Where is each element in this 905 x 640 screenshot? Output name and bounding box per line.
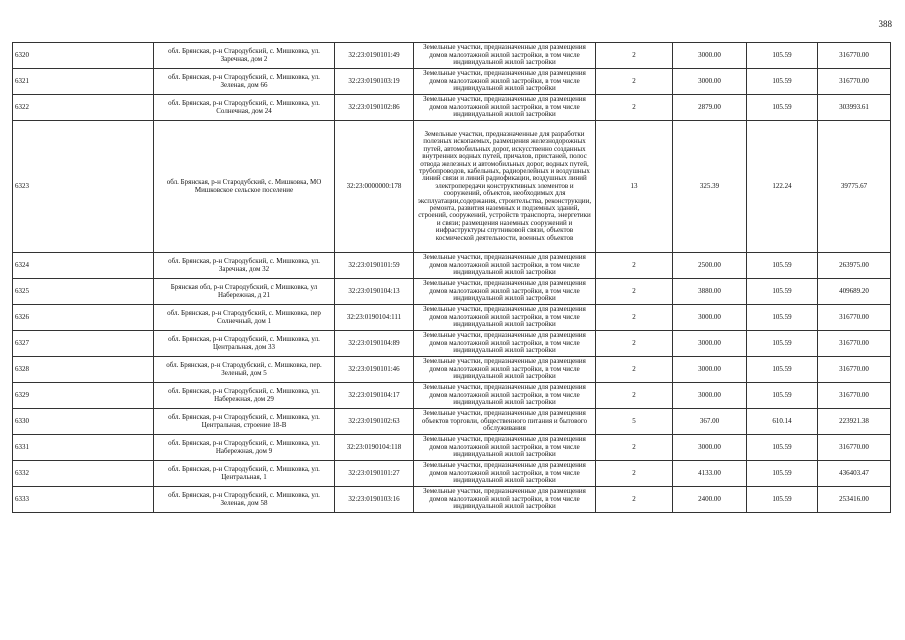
table-row [13,305,891,331]
cadastral-value-cell: 409689.20 [818,279,891,305]
row-number: 6331 [13,435,154,461]
address-cell: обл. Брянская, р-н Стародубский, с. Мишковка, ул. Зеленая, дом 58 [154,487,335,513]
cadastral-number-cell: 32:23:0190104:111 [335,305,414,331]
cadastral-number-cell: 32:23:0000000:178 [335,121,414,253]
row-number: 6324 [13,253,154,279]
rate-cell: 105.59 [747,357,818,383]
area-cell: 3000.00 [673,331,747,357]
area-cell: 3000.00 [673,383,747,409]
address-cell: обл. Брянская, р-н Стародубский, с. Мишковка, ул. Центральная, 1 [154,461,335,487]
group-cell: 2 [596,305,673,331]
land-use-cell: Земельные участки, предназначенные для размещения домов малоэтажной жилой застройки, в том числе индивидуальной жилой застройки [414,43,596,69]
row-number: 6333 [13,487,154,513]
group-cell: 2 [596,435,673,461]
cadastral-number-cell: 32:23:0190104:118 [335,435,414,461]
address-cell: обл. Брянская, р-н Стародубский, с. Мишковка, ул. Набережная, дом 29 [154,383,335,409]
address-cell: обл. Брянская, р-н Стародубский, с. Мишковка, пер Солнечный, дом 1 [154,305,335,331]
area-cell: 3000.00 [673,43,747,69]
cadastral-number-cell: 32:23:0190102:86 [335,95,414,121]
group-cell: 2 [596,357,673,383]
area-cell: 3880.00 [673,279,747,305]
row-number: 6322 [13,95,154,121]
page-number: 388 [878,19,892,29]
cadastral-value-cell: 316770.00 [818,69,891,95]
row-number: 6330 [13,409,154,435]
table-row [13,409,891,435]
land-use-cell: Земельные участки, предназначенные для размещения домов малоэтажной жилой застройки, в том числе индивидуальной жилой застройки [414,69,596,95]
address-cell: обл. Брянская, р-н Стародубский, с. Мишковка, пер. Зеленый, дом 5 [154,357,335,383]
address-cell: обл. Брянская, р-н Стародубский, с. Мишковка, ул. Солнечная, дом 24 [154,95,335,121]
address-cell: обл. Брянская, р-н Стародубский, с. Мишковка, ул. Центральная, строение 18-В [154,409,335,435]
group-cell: 13 [596,121,673,253]
table-row [13,279,891,305]
land-use-cell: Земельные участки, предназначенные для размещения домов малоэтажной жилой застройки, в том числе индивидуальной жилой застройки [414,383,596,409]
rate-cell: 105.59 [747,435,818,461]
address-cell: обл. Брянская, р-н Стародубский, с. Мишковка, ул. Заречная, дом 32 [154,253,335,279]
area-cell: 3000.00 [673,69,747,95]
group-cell: 5 [596,409,673,435]
land-use-cell: Земельные участки, предназначенные для размещения домов малоэтажной жилой застройки, в том числе индивидуальной жилой застройки [414,357,596,383]
cadastral-number-cell: 32:23:0190101:49 [335,43,414,69]
cadastral-value-cell: 316770.00 [818,357,891,383]
rate-cell: 105.59 [747,69,818,95]
land-use-cell: Земельные участки, предназначенные для размещения домов малоэтажной жилой застройки, в том числе индивидуальной жилой застройки [414,305,596,331]
row-number: 6325 [13,279,154,305]
group-cell: 2 [596,331,673,357]
cadastral-value-cell: 223921.38 [818,409,891,435]
group-cell: 2 [596,69,673,95]
area-cell: 4133.00 [673,461,747,487]
land-use-cell: Земельные участки, предназначенные для размещения домов малоэтажной жилой застройки, в том числе индивидуальной жилой застройки [414,461,596,487]
land-use-cell: Земельные участки, предназначенные для размещения домов малоэтажной жилой застройки, в том числе индивидуальной жилой застройки [414,331,596,357]
cadastral-value-cell: 263975.00 [818,253,891,279]
rate-cell: 105.59 [747,43,818,69]
cadastral-value-cell: 303993.61 [818,95,891,121]
row-number: 6332 [13,461,154,487]
address-cell: обл. Брянская, р-н Стародубский, с. Мишковка, ул. Заречная, дом 2 [154,43,335,69]
group-cell: 2 [596,383,673,409]
cadastral-number-cell: 32:23:0190104:89 [335,331,414,357]
group-cell: 2 [596,279,673,305]
land-use-cell: Земельные участки, предназначенные для разработки полезных ископаемых, размещения железнодорожных путей, автомобильных дорог, искусственно созданных внутренних водных путей, причалов, пристаней, полос отвода железных и автомобильных дорог, водных путей, трубопроводов, кабельных, радиорелейных и воздушных линий связи и линий радиофикации, воздушных линий электропередачи конструктивных элементов и сооружений, объектов, необходимых для эксплуатации,содержания, строительства, реконструкции, ремонта, развития наземных и подземных зданий, строений, сооружений, устройств транспорта, энергетики и связи; размещения наземных сооружений и инфраструктуры спутниковой связи, объектов космической деятельности, военных объектов [414,121,596,253]
area-cell: 367.00 [673,409,747,435]
cadastral-number-cell: 32:23:0190104:17 [335,383,414,409]
cadastral-value-cell: 316770.00 [818,435,891,461]
area-cell: 325.39 [673,121,747,253]
address-cell: Брянская обл, р-н Стародубский, с Мишковка, ул Набережная, д 21 [154,279,335,305]
rate-cell: 105.59 [747,95,818,121]
land-use-cell: Земельные участки, предназначенные для размещения домов малоэтажной жилой застройки, в том числе индивидуальной жилой застройки [414,487,596,513]
address-cell: обл. Брянская, р-н Стародубский, с. Мишковка, ул. Набережная, дом 9 [154,435,335,461]
address-cell: обл. Брянская, р-н Стародубский, с. Мишковка, ул. Зеленая, дом 66 [154,69,335,95]
group-cell: 2 [596,461,673,487]
row-number: 6326 [13,305,154,331]
rate-cell: 105.59 [747,383,818,409]
area-cell: 3000.00 [673,357,747,383]
area-cell: 3000.00 [673,435,747,461]
area-cell: 2500.00 [673,253,747,279]
cadastral-number-cell: 32:23:0190101:27 [335,461,414,487]
table-row [13,331,891,357]
land-use-cell: Земельные участки, предназначенные для размещения домов малоэтажной жилой застройки, в том числе индивидуальной жилой застройки [414,279,596,305]
land-use-cell: Земельные участки, предназначенные для размещения домов малоэтажной жилой застройки, в том числе индивидуальной жилой застройки [414,253,596,279]
rate-cell: 105.59 [747,253,818,279]
row-number: 6321 [13,69,154,95]
address-cell: обл. Брянская, р-н Стародубский, с. Мишковка, МО Мишковское сельское поселение [154,121,335,253]
cadastral-value-cell: 316770.00 [818,331,891,357]
cadastral-value-cell: 316770.00 [818,383,891,409]
table-row [13,95,891,121]
rate-cell: 105.59 [747,487,818,513]
table-row [13,487,891,513]
cadastral-value-cell: 39775.67 [818,121,891,253]
table-body [13,43,891,513]
area-cell: 2400.00 [673,487,747,513]
land-use-cell: Земельные участки, предназначенные для размещения домов малоэтажной жилой застройки, в том числе индивидуальной жилой застройки [414,435,596,461]
area-cell: 2879.00 [673,95,747,121]
table-row [13,121,891,253]
cadastral-number-cell: 32:23:0190103:19 [335,69,414,95]
row-number: 6327 [13,331,154,357]
table-row [13,461,891,487]
row-number: 6323 [13,121,154,253]
address-cell: обл. Брянская, р-н Стародубский, с. Мишковка, ул. Центральная, дом 33 [154,331,335,357]
land-use-cell: Земельные участки, предназначенные для размещения домов малоэтажной жилой застройки, в том числе индивидуальной жилой застройки [414,95,596,121]
rate-cell: 610.14 [747,409,818,435]
rate-cell: 122.24 [747,121,818,253]
row-number: 6320 [13,43,154,69]
group-cell: 2 [596,487,673,513]
table-row [13,43,891,69]
table-row [13,357,891,383]
cadastral-value-cell: 436403.47 [818,461,891,487]
rate-cell: 105.59 [747,305,818,331]
cadastral-number-cell: 32:23:0190102:63 [335,409,414,435]
cadastral-number-cell: 32:23:0190101:46 [335,357,414,383]
table-row [13,253,891,279]
row-number: 6329 [13,383,154,409]
cadastral-value-cell: 253416.00 [818,487,891,513]
group-cell: 2 [596,43,673,69]
cadastral-number-cell: 32:23:0190103:16 [335,487,414,513]
group-cell: 2 [596,95,673,121]
land-registry-table [12,42,891,513]
group-cell: 2 [596,253,673,279]
rate-cell: 105.59 [747,279,818,305]
land-use-cell: Земельные участки, предназначенные для размещения объектов торговли, общественного питания и бытового обслуживания [414,409,596,435]
rate-cell: 105.59 [747,461,818,487]
table-row [13,435,891,461]
cadastral-number-cell: 32:23:0190104:13 [335,279,414,305]
cadastral-value-cell: 316770.00 [818,43,891,69]
table-row [13,383,891,409]
cadastral-number-cell: 32:23:0190101:59 [335,253,414,279]
row-number: 6328 [13,357,154,383]
rate-cell: 105.59 [747,331,818,357]
table-row [13,69,891,95]
area-cell: 3000.00 [673,305,747,331]
cadastral-value-cell: 316770.00 [818,305,891,331]
